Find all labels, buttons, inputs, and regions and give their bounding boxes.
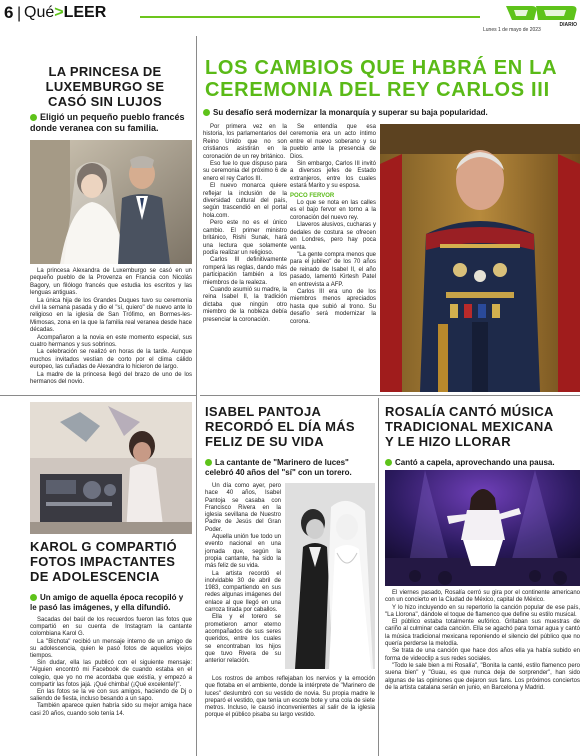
issue-date: Lunes 1 de mayo de 2023 xyxy=(483,27,541,33)
column-rule xyxy=(378,398,379,756)
carlos-subhead: POCO FERVOR xyxy=(290,192,335,199)
carlos-column-2: Se entendía que esa ceremonia era un acto íntimo entre el nuevo soberano y su pueblo ante la presencia de Dios. Sin embargo, Carlos III invitó a diversos jefes de Estado extranjeros, entre los cuales estará Marito y su esposa. POCO FERVOR Lo que se nota en las calles es el bajo fervor en torno a la coronación del nuevo rey. Llaveros alusivos, cucharas y dedales de costura se ofrecen en Londres, pero hay poca venta. "La gente compra menos que para el jubileo" de los 70 años de reinado de Isabel II, el año pasado, lamentó Kirtesh Patel en entrevista a AFP. Carlos III era uno de los miembros menos apreciados hasta que subió al trono. Su desafío será modernizar la corona. xyxy=(290,124,376,325)
karol-g-photo[interactable] xyxy=(30,402,192,534)
luxembourg-headline: LA PRINCESA DE LUXEMBURGO SE CASÓ SIN LUJOS xyxy=(45,64,165,109)
isabel-column-top: Un día como ayer, pero hace 40 años, Isabel Pantoja se casaba con Francisco Rivera en la iglesia sevillana de Nuestro Padre de Jesús del Gran Poder. Aquella unión fue todo un evento nacional en una jornada que, según la propia cantante, ha sido la más feliz de su vida. La artista recordó el inolvidable 30 de abril de 1983, compartiendo en sus redes algunas imágenes del enlace al que llegó en una carroza tirada por caballos. Ella y el torero se prometieron amor eterno acompañados de sus seres queridos, entre los cuales se encontraban los hijos que tuvo Rivera de su anterior relación. xyxy=(205,483,281,665)
section-leer: LEER xyxy=(63,4,107,21)
bullet-icon xyxy=(30,594,37,601)
page-number: 6 xyxy=(4,3,14,22)
bullet-icon xyxy=(203,109,210,116)
isabel-column-bottom: Los rostros de ambos reflejaban los nervios y la emoción que flotaba en el ambiente, donde la intérprete de "Marinero de luces" deslumbró con su vestido de novia. Su propia madre le preparó el vestido, que tenía un escote bote y una cola de siete metros. Incluso, le causó inconvenientes al salir de la iglesia porque el público pisaba su largo vestido. xyxy=(205,676,375,719)
karol-subtitle: Un amigo de aquella época recopiló y le pasó las imágenes, y ella difundió. xyxy=(30,593,184,612)
karol-body: Sacadas del baúl de los recuerdos fueron las fotos que compartió en su cuenta de Instagram la cantante colombiana Karol G. La "Bichota" recibió un mensaje interno de un amigo de su adolescencia, quien le pasó fotos de aquellos viejos tiempos. Sin dudar, ella las publicó con el siguiente mensaje: "Alguien encontró mi Facebook de cuando estaba en el colegio, que yo no me acordaba que existía, y empezó a compartir las fotos jajá. ¡Qué chimba! (¡Qué excelente!)". En las fotos se la ve con sus amigos, haciendo de Dj o saliendo de fiesta, incluso besando a un sapo. También aparece quien habría sido su mejor amiga hace casi 20 años, cuando solo tenía 14. xyxy=(30,617,192,717)
section-prefix: Qué xyxy=(24,4,55,21)
bullet-icon xyxy=(385,459,392,466)
karol-headline: KAROL G COMPARTIÓ FOTOS IMPACTANTES DE ADOLESCENCIA xyxy=(30,539,177,584)
luxembourg-body: La princesa Alexandra de Luxemburgo se casó en un pequeño pueblo de la Provenza en Francia con Nicolás Bagory, un filólogo francés que estudia los escritos y las lenguas antiguas. La única hija de los Grandes Duques tuvo su ceremonia civil la semana pasada y dio el "sí, quiero" de nuevo ante lo religioso en la iglesia de San Trófimo, en Bormes-les-Mimosas, zona en la que la familia real veranea desde hace décadas. Acompañaron a la novia en este momento especial, sus cuatro hermanos y sus sobrinos. La celebración se realizó en horas de la tarde. Aunque muchos invitados vestían de corto por el clima cálido europeo, las cuñadas de Alexandra lo hicieron de largo. La madre de la princesa llegó del brazo de uno de los hermanos del novio. xyxy=(30,268,192,386)
rosalia-concert-photo[interactable] xyxy=(385,470,580,586)
luxembourg-wedding-photo[interactable] xyxy=(30,140,192,264)
isabel-wedding-photo[interactable] xyxy=(285,483,375,669)
king-charles-photo[interactable] xyxy=(380,124,580,392)
carlos-column-1: Por primera vez en la historia, los parlamentarios del Reino Unido que no son cristianos asistirán en la coronación de un rey británico. Eso fue lo que dispuso para su ceremonia del próximo 6 de enero el rey Carlos III. El nuevo monarca quiere reflejar la inclusión de la diversidad cultural del país, según trascendió en el portal hola.com. Pero este no es el único cambio. El primer ministro británico, Rishi Sunak, hará una lectura que solamente podía realizar un religioso. Carlos III definitivamente romperá las reglas, dando más participación también a los miembros de la realeza. Cuando asumió su madre, la reina Isabel II, la tradición dictaba que ningún otro miembro de la nobleza debía presenciar la coronación. xyxy=(203,124,287,323)
rosalia-subtitle: Cantó a capela, aprovechando una pausa. xyxy=(385,458,580,467)
isabel-subtitle: La cantante de "Marinero de luces" celebró 40 años del "sí" con un torero. xyxy=(205,458,352,477)
column-rule xyxy=(196,36,197,756)
logo-caption: DIARIO xyxy=(559,22,577,28)
luxembourg-subtitle: Eligió un pequeño pueblo francés donde veranea con su familia. xyxy=(30,112,185,133)
newspaper-logo-icon xyxy=(502,2,578,24)
page-header xyxy=(0,0,580,36)
section-name[interactable] xyxy=(24,4,106,22)
section-gt: > xyxy=(54,4,64,21)
header-separator: | xyxy=(17,5,22,22)
section-rule xyxy=(0,395,196,396)
rosalia-headline: ROSALÍA CANTÓ MÚSICA TRADICIONAL MEXICANA Y LE HIZO LLORAR xyxy=(385,404,554,449)
bullet-icon xyxy=(30,114,37,121)
carlos-subtitle: Su desafío será modernizar la monarquía y superar su baja popularidad. xyxy=(203,108,580,117)
bullet-icon xyxy=(205,459,212,466)
section-rule xyxy=(200,395,580,396)
header-rule xyxy=(140,16,480,18)
carlos-headline: LOS CAMBIOS QUE HABRÁ EN LA CEREMONIA DEL REY CARLOS III xyxy=(205,57,558,101)
isabel-headline: ISABEL PANTOJA RECORDÓ EL DÍA MÁS FELIZ DE SU VIDA xyxy=(205,404,355,449)
rosalia-body: El viernes pasado, Rosalía cerró su gira por el continente americano con un concierto en la Ciudad de México, capital de México. Y lo hizo incluyendo en su repertorio la canción popular de ese país, "La Llorona", dándole el toque de flamenco que define su estilo musical. El público estaba totalmente eufórico. Gritaban sus muestras de cariño al culminar cada canción. Ella se agachó para tomar agua y cantó la música tradicional mexicana reponiendo el silencio del público que no quería perderse la melodía. Se trata de una canción que hace dos años ella ya había subido en forma de videoclip a sus redes sociales. "Todo le sale bien a mi Rosalía", "Bonita la canté, estilo flamenco pero suena bien" y "Guau, es que nunca deja de sorprender", han sido algunas de las opiniones que dejaron sus fans. Los próximos conciertos de la artista catalana serán en junio, en Barcelona y Madrid. xyxy=(385,590,580,691)
